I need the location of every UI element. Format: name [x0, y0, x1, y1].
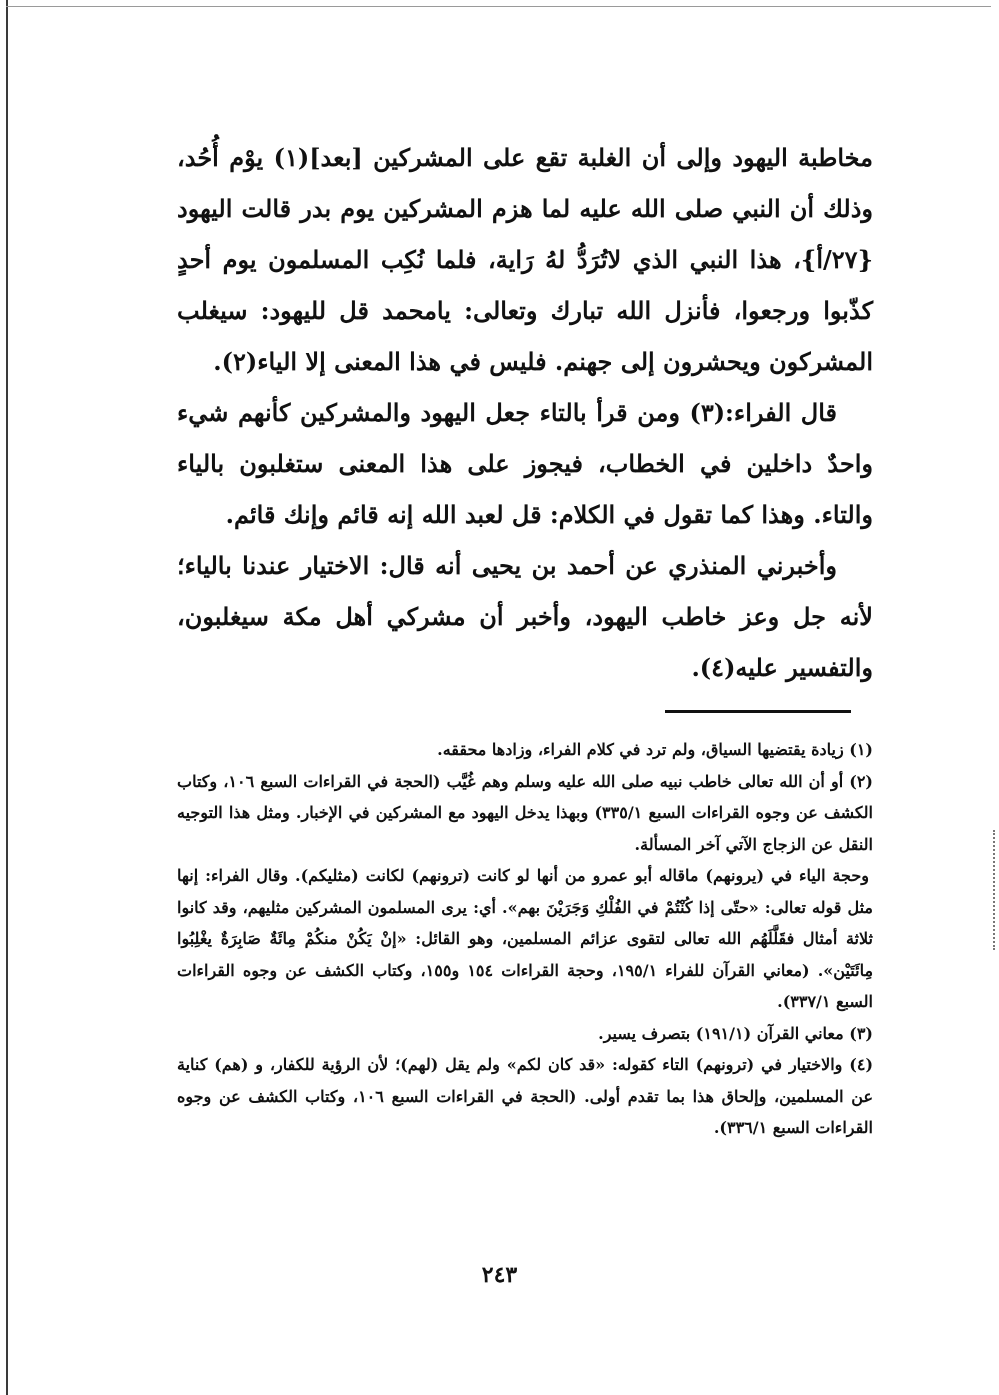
footnote-1: (١) زيادة يقتضيها السياق، ولم ترد في كلام الفراء، وزادها محققه. — [437, 740, 873, 759]
footnotes — [177, 734, 873, 1144]
footnote-2: (٢) أو أن الله تعالى خاطب نبيه صلى الله عليه وسلم وهم غُيَّب (الحجة في القراءات السبع ١٠٦، وكتاب الكشف عن وجوه القراءات السبع ٣٣٥/١) وبهذا يدخل اليهود مع المشركين في الإخبار. ومثل هذا التوجيه النقل عن الزجاج الآتي آخر المسألة. — [177, 771, 873, 854]
main-text — [177, 132, 873, 693]
scan-specks — [991, 830, 995, 950]
page-edge-left — [6, 0, 8, 1395]
main-paragraph-2: قال الفراء:(٣) ومن قرأ بالتاء جعل اليهود والمشركين كأنهم شيء واحدٌ داخلين في الخطاب، فيجوز على هذا المعنى ستغلبون بالياء والتاء. وهذا كما تقول في الكلام: قل لعبد الله إنه قائم وإنك قائم. — [177, 398, 873, 529]
main-paragraph-1: مخاطبة اليهود وإلى أن الغلبة تقع على المشركين [بعد](١) يوْم أُحُد، وذلك أن النبي صلى الله عليه لما هزم المشركين يوم بدر قالت اليهود {٢٧/أ}، هذا النبي الذي لاتُرَدُّ لهُ رَاية، فلما نُكِب المسلمون يوم أحدٍ كذّبوا ورجعوا، فأنزل الله تبارك وتعالى: يامحمد قل لليهود: سيغلب المشركون ويحشرون إلى جهنم. فليس في هذا المعنى إلا الياء(٢). — [177, 143, 874, 376]
page-edge-top — [6, 6, 991, 7]
footnote-4: (٤) والاختيار في (ترونهم) التاء كقوله: «قد كان لكم» ولم يقل (لهم)؛ لأن الرؤية للكفار، و (هم) كناية عن المسلمين، وإلحاق هذا بما تقدم أولى. (الحجة في القراءات السبع ١٠٦، وكتاب الكشف عن وجوه القراءات السبع ٣٣٦/١). — [177, 1055, 874, 1137]
footnote-separator — [665, 710, 851, 713]
main-paragraph-3: وأخبرني المنذري عن أحمد بن يحيى أنه قال: الاختيار عندنا بالياء؛ لأنه جل وعز خاطب اليهود، وأخبر أن مشركي أهل مكة سيغلبون، والتفسير عليه(٤). — [177, 551, 873, 682]
page-number: ٢٤٣ — [481, 1262, 518, 1288]
footnote-3: (٣) معاني القرآن (١٩١/١) بتصرف يسير. — [598, 1023, 873, 1043]
footnote-2-continuation: وحجة الياء في (يرونهم) ماقاله أبو عمرو من أنها لو كانت (ترونهم) لكانت (مثليكم). وقال الفراء: إنها مثل قوله تعالى: «حتّى إذا كُنْتُمْ في الفُلْكِ وَجَرَيْنَ بهم». أي: يرى المسلمون المشركين مثليهم، وقد كانوا ثلاثة أمثال فقَلَّلَهُم الله تعالى لتقوى عزائم المسلمين، وهو القائل: «إنْ يَكُنْ منكُمْ مِائَةٌ صَابِرَةٌ يغْلِبُوا مِائَتَيْن». (معاني القرآن للفراء ١٩٥/١، وحجة القراءات ١٥٤ و١٥٥، وكتاب الكشف عن وجوه القراءات السبع ٣٣٧/١). — [177, 866, 874, 1011]
